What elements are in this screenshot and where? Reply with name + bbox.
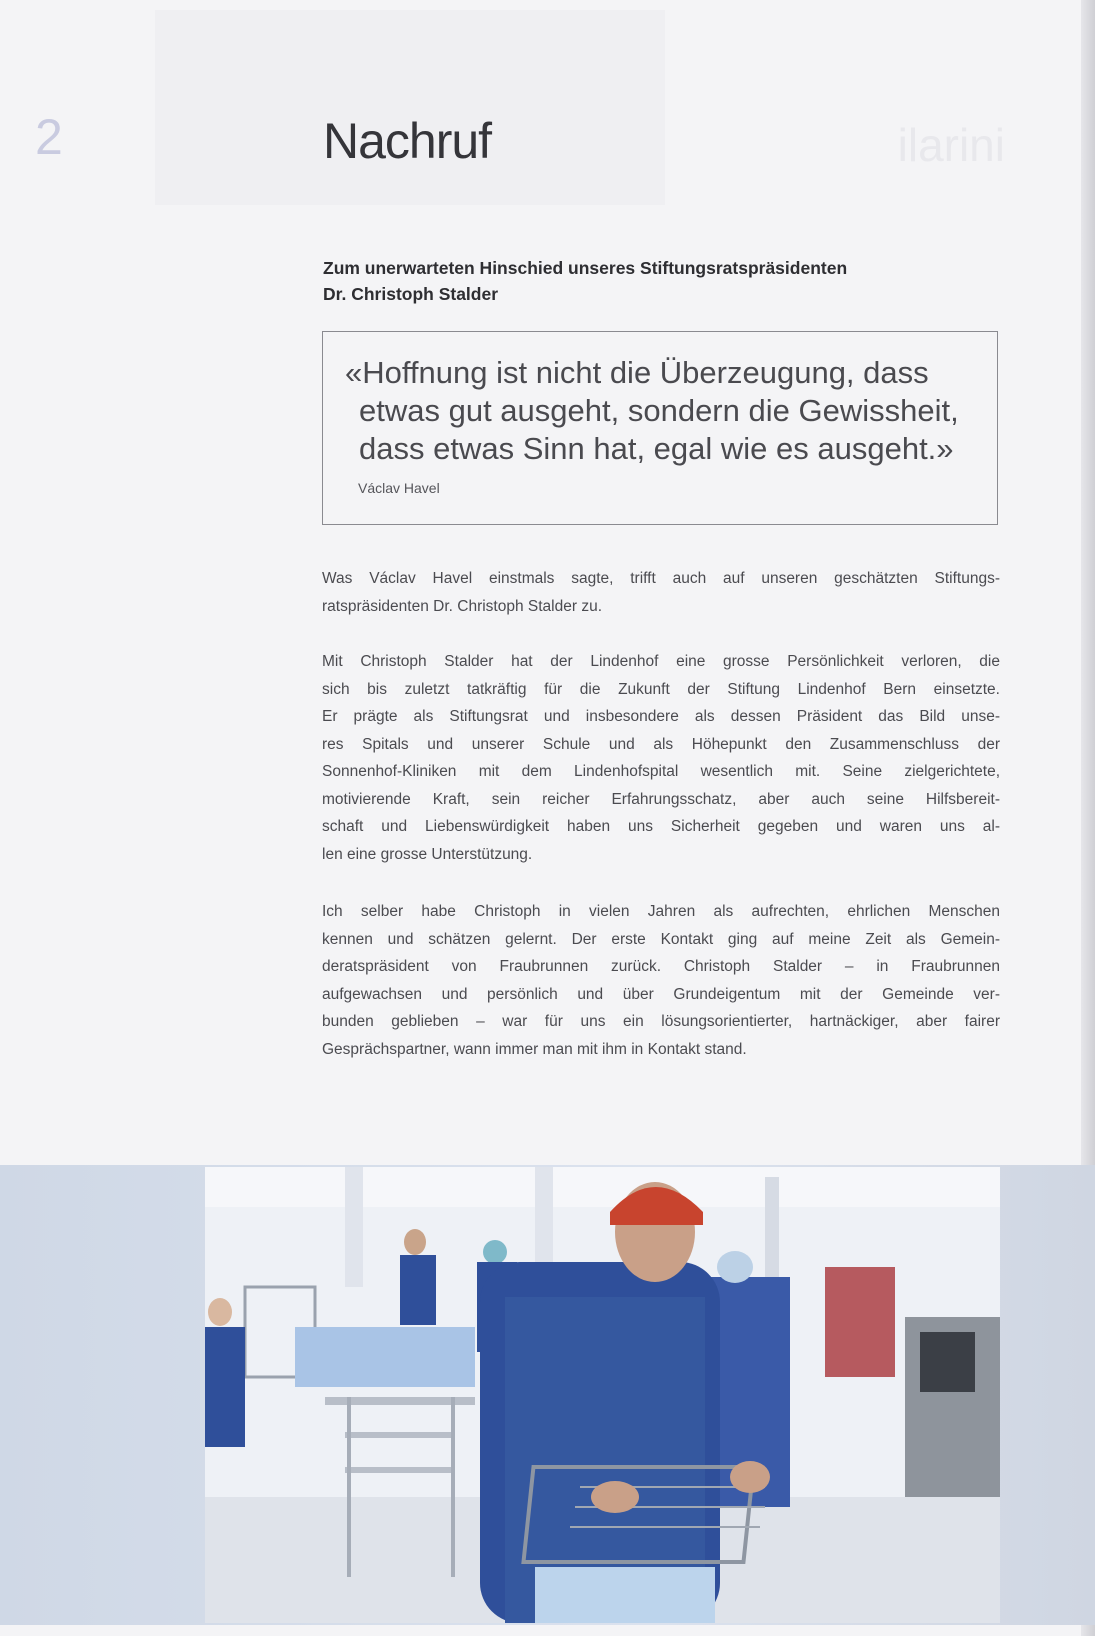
operating-room-photo [205, 1167, 1000, 1623]
operating-room-illustration [205, 1167, 1000, 1623]
quote-line: etwas gut ausgeht, sondern die Gewissheit, [359, 393, 959, 428]
paragraph-line: Mit Christoph Stalder hat der Lindenhof eine grosse Persönlichkeit verloren, die [322, 653, 1000, 670]
article-subtitle [323, 255, 963, 308]
subtitle-line: Zum unerwarteten Hinschied unseres Stiftungsratspräsidenten [323, 258, 848, 278]
backdrop-block [155, 10, 665, 205]
paragraph-line: Er prägte als Stiftungsrat und insbesondere als dessen Präsident das Bild unse- [322, 708, 1000, 725]
paragraph-intro [322, 565, 1000, 620]
quote-line: dass etwas Sinn hat, egal wie es ausgeht.» [359, 431, 954, 466]
paragraph-line: motivierende Kraft, sein reicher Erfahrungsschatz, aber auch seine Hilfsbereit- [322, 790, 1000, 808]
quote-author: Václav Havel [358, 480, 440, 496]
paragraph-line: ratspräsidenten Dr. Christoph Stalder zu. [322, 597, 602, 615]
page-title: Nachruf [323, 113, 492, 169]
subtitle-line: Dr. Christoph Stalder [323, 284, 499, 305]
paragraph-line: bunden geblieben – war für uns ein lösungsorientierter, hartnäckiger, aber fairer [322, 1013, 1000, 1030]
paragraph-personal [322, 898, 1000, 1063]
paragraph-line: deratspräsident von Fraubrunnen zurück. Christoph Stalder – in Fraubrunnen [322, 958, 1000, 975]
paragraph-line: res Spitals und unserer Schule und als Höhepunkt den Zusammenschluss der [322, 735, 1000, 753]
quote-box [322, 331, 998, 525]
paragraph-line: Was Václav Havel einstmals sagte, trifft auch auf unseren geschätzten Stiftungs- [322, 570, 1000, 587]
page-number: 2 [35, 109, 63, 165]
paragraph-line: sich bis zuletzt tatkräftig für die Zukunft der Stiftung Lindenhof Bern einsetzte. [322, 680, 1000, 698]
paragraph-tribute [322, 648, 1000, 868]
backdrop-text: ilarini [897, 119, 1005, 171]
paragraph-line: kennen und schätzen gelernt. Der erste Kontakt ging auf meine Zeit als Gemein- [322, 930, 1000, 948]
quote-text [345, 354, 985, 468]
quote-line: «Hoffnung ist nicht die Überzeugung, dass [345, 355, 929, 390]
paragraph-line: Sonnenhof-Kliniken mit dem Lindenhofspital wesentlich mit. Seine zielgerichtete, [322, 763, 1000, 780]
paragraph-line: len eine grosse Unterstützung. [322, 845, 533, 863]
paragraph-line: aufgewachsen und persönlich und über Grundeigentum mit der Gemeinde ver- [322, 985, 1000, 1003]
paragraph-line: schaft und Liebenswürdigkeit haben uns Sicherheit gegeben und waren uns al- [322, 818, 1000, 835]
paragraph-line: Ich selber habe Christoph in vielen Jahren als aufrechten, ehrlichen Menschen [322, 903, 1000, 920]
paragraph-line: Gesprächspartner, wann immer man mit ihm in Kontakt stand. [322, 1040, 747, 1058]
